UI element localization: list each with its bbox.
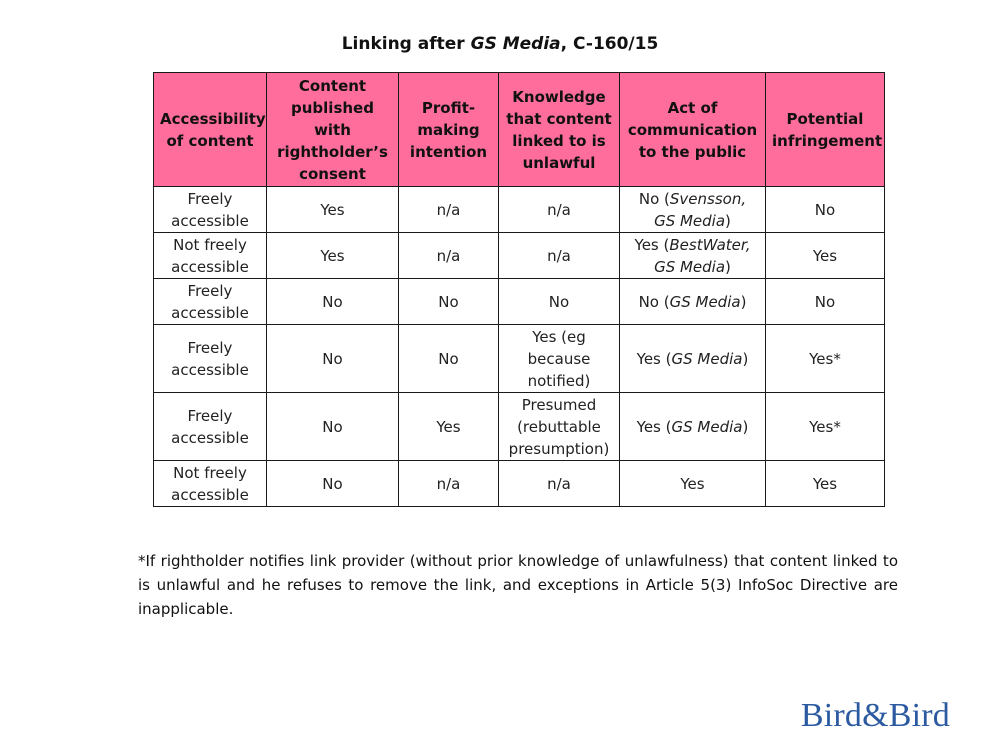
cell-consent: Yes — [267, 187, 399, 233]
cell-act — [620, 233, 766, 279]
act-text: No ( — [638, 292, 670, 311]
table-row — [154, 461, 885, 507]
cell-access: Not freely accessible — [154, 233, 267, 279]
cell-knowledge: Presumed (rebuttable presumption) — [499, 393, 620, 461]
act-text: Yes ( — [634, 235, 670, 254]
act-case: BestWater, GS Media — [654, 235, 751, 276]
header-accessibility: Accessibility of content — [154, 73, 267, 187]
cell-knowledge: No — [499, 279, 620, 325]
cell-profit: No — [399, 325, 499, 393]
act-close: ) — [742, 349, 749, 368]
cell-profit: n/a — [399, 233, 499, 279]
cell-infringement: Yes* — [766, 393, 885, 461]
cell-act — [620, 461, 766, 507]
page-title — [0, 34, 1000, 54]
header-knowledge: Knowledge that content linked to is unlawful — [499, 73, 620, 187]
cell-act — [620, 279, 766, 325]
cell-infringement: Yes — [766, 233, 885, 279]
cell-knowledge: n/a — [499, 233, 620, 279]
title-suffix: , C-160/15 — [560, 34, 659, 54]
title-prefix: Linking after — [341, 34, 471, 54]
act-close: ) — [725, 211, 731, 230]
cell-infringement: No — [766, 187, 885, 233]
act-text: Yes ( — [636, 349, 672, 368]
table-row — [154, 233, 885, 279]
act-case: GS Media — [671, 349, 743, 368]
cell-profit: No — [399, 279, 499, 325]
table-row — [154, 393, 885, 461]
cell-access: Freely accessible — [154, 279, 267, 325]
cell-act — [620, 325, 766, 393]
bird-and-bird-logo: Bird&Bird — [800, 697, 950, 734]
header-infringement: Potential infringement — [766, 73, 885, 187]
cell-knowledge: n/a — [499, 461, 620, 507]
cell-infringement: Yes — [766, 461, 885, 507]
act-case: GS Media — [669, 292, 741, 311]
footnote: *If rightholder notifies link provider (without prior knowledge of unlawfulness) that content linked to is unlawful and he refuses to remove the link, and exceptions in Article 5(3) InfoSoc Directive are inapplicable. — [138, 552, 898, 618]
cell-access: Freely accessible — [154, 325, 267, 393]
header-row — [154, 73, 885, 187]
act-text: No ( — [638, 189, 670, 208]
cell-consent: No — [267, 393, 399, 461]
cell-profit: n/a — [399, 461, 499, 507]
act-close: ) — [742, 417, 749, 436]
act-text: Yes ( — [636, 417, 672, 436]
cell-access: Not freely accessible — [154, 461, 267, 507]
cell-profit: n/a — [399, 187, 499, 233]
table-row — [154, 279, 885, 325]
table-row — [154, 187, 885, 233]
cell-consent: No — [267, 279, 399, 325]
header-consent: Content published with rightholder’s consent — [267, 73, 399, 187]
cell-infringement: No — [766, 279, 885, 325]
act-case: GS Media — [671, 417, 743, 436]
cell-consent: No — [267, 325, 399, 393]
act-close: ) — [725, 257, 731, 276]
cell-knowledge: Yes (eg because notified) — [499, 325, 620, 393]
cell-act — [620, 393, 766, 461]
header-profit: Profit-making intention — [399, 73, 499, 187]
cell-consent: No — [267, 461, 399, 507]
act-case: Svensson, GS Media — [654, 189, 747, 230]
cell-access: Freely accessible — [154, 393, 267, 461]
act-text: Yes — [680, 474, 705, 493]
linking-table — [153, 72, 885, 507]
act-close: ) — [740, 292, 747, 311]
cell-infringement: Yes* — [766, 325, 885, 393]
header-act: Act of communication to the public — [620, 73, 766, 187]
cell-profit: Yes — [399, 393, 499, 461]
cell-access: Freely accessible — [154, 187, 267, 233]
cell-knowledge: n/a — [499, 187, 620, 233]
table-row — [154, 325, 885, 393]
title-case-name: GS Media — [470, 34, 561, 54]
cell-consent: Yes — [267, 233, 399, 279]
cell-act — [620, 187, 766, 233]
